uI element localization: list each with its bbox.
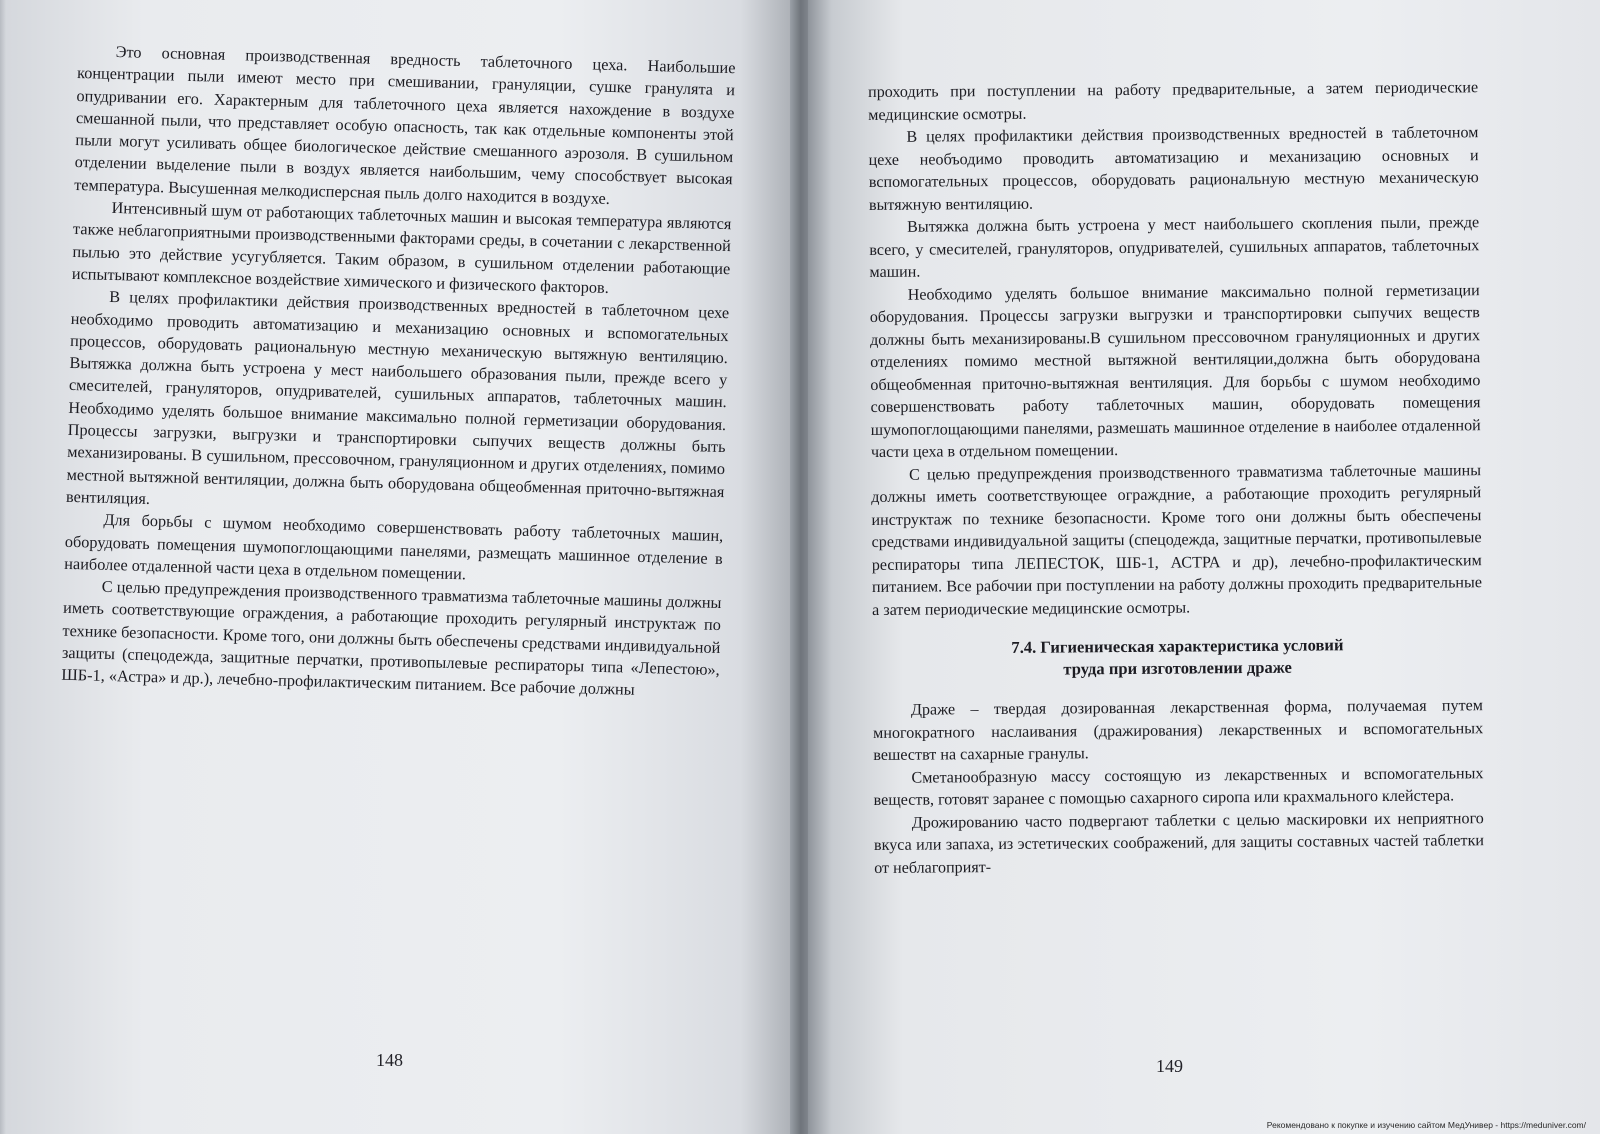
paragraph: Это основная производственная вредность таблеточного цеха. Наибольшие концентрации пыли имеют место при смешивании, грануляции, сушке гранулята и опудривании его. Характерным для таблеточного цеха является нахождение в воздухе смешанной пыли, что представляет особую опасность, так как отдельные компоненты этой пыли могут усиливать общее биологическое действие смешанного аэрозоля. В сушильном отделении выделение пыли в воздух является наибольшим, чему способствует высокая температура. Высушенная мелкодисперсная пыль долго находится в воздухе. — [73, 41, 736, 208]
page-edge-shadow — [0, 0, 6, 1134]
page-number: 148 — [376, 1050, 403, 1070]
paragraph: В целях профилактики действия производственных вредностей в таблеточном цехе необходимо проводить автоматизацию и механизацию основных и вспомогательных процессов, оборудовать рациональную местную механическую вытяжную вентиляцию. Вытяжка должна быть устроена у мест наибольшего образования пыли, прежде всего у смесителей, грануляторов, опудривателей, сушильных аппаратов, таблеточных машин. Необходимо уделять большое внимание максимально полной герметизации оборудования. Процессы загрузки, выгрузки и транспортировки сыпучих веществ должны быть механизированы. В сушильном, прессовочном, грануляционном и других отделениях, помимо местной вытяжной вентиляции, должна быть оборудована общеобменная приточно-вытяжная вентиляция. — [65, 287, 730, 508]
paragraph: Сметанообразную массу состоящую из лекарственных и вспомогательных веществ, готовят заранее с помощью сахарного сиропа или крахмального клейстера. — [873, 764, 1484, 809]
section-heading — [872, 633, 1482, 682]
paragraph: Необходимо уделять большое внимание максимально полной герметизации оборудования. Процессы загрузки выгрузки и транспортировки сыпучих веществ должны быть механизированы.В сушильном прессовочном грануляционных и других отделениях помимо местной вытяжной вентиляции,должна быть оборудована общеобменная приточно-вытяжная вентиляция. Для борьбы с шумом необходимо совершенствовать работу таблеточных машин, оборудовать помещения шумопоглощающими панелями, размешать машинное отделение в наиболее отдаленной части цеха в отдельном помещении. — [869, 281, 1481, 461]
paragraph: С целью предупреждения производственного травматизма таблеточные машины должны иметь соответствующие ограждения, а работающие проходить регулярный инструктаж по технике безопасности. Кроме того, они должны быть обеспечены средствами индивидуальной защиты (спецодежда, защитные перчатки, противопылевые респираторы типа «Лепестою», ШБ-1, «Астра» и др.), лечебно-профилактическим питанием. Все рабочие должны — [61, 576, 722, 700]
section-heading-line: 7.4. Гигиеническая характеристика условий — [1011, 635, 1344, 657]
watermark-text: Рекомендовано к покупке и изучению сайтом МедУнивер - https://meduniver.com/ — [1266, 1120, 1586, 1130]
paragraph: Для борьбы с шумом необходимо совершенствовать работу таблеточных машин, оборудовать помещения шумопоглощающими панелями, размещать машинное отделение в наиболее отдаленной части цеха в отдельном помещении. — [64, 510, 724, 584]
right-page-text — [868, 77, 1484, 880]
left-page-text — [61, 40, 736, 704]
left-page — [0, 0, 796, 1134]
paragraph: С целью предупреждения производственного травматизма таблеточные машины должны иметь соответствующее ограждние, а работающие проходить регулярный инструктаж по технике безопасности. Кроме того они должны быть обеспечены средствами индивидуальной защиты (спецодежда, защитные перчатки, противопылевые респираторы типа ЛЕПЕСТОК, ШБ-1, АСТРА и др), лечебно-профилактическим питанием. Все рабочии при поступлении на работу должны проходить предварительные а затем периодические медицинские осмотры. — [871, 461, 1483, 619]
section-heading-line: труда при изготовлении драже — [1063, 657, 1292, 679]
paragraph: Интенсивный шум от работающих таблеточных машин и высокая температура являются также неблагоприятными производственными факторами среды, в сочетании с лекарственной пылью это действие усугубляется. Таким образом, в сушильном отделении работающие испытывают комплексное воздействие химического и физического факторов. — [71, 198, 732, 297]
page-number: 149 — [1156, 1056, 1183, 1076]
right-page — [808, 0, 1600, 1134]
paragraph: Драже – твердая дозированная лекарственная форма, получаемая путем многократного наслаивания (дражирования) лекарственных и вспомогательных вешествт на сахарные гранулы. — [873, 697, 1484, 764]
paragraph: проходить при поступлении на работу предварительные, а затем периодические медицинские осмотры. — [868, 79, 1479, 124]
paragraph: Дрожированию часто подвергают таблетки с целью маскировки их неприятного вкуса или запаха, из эстетических соображений, для защиты составных частей таблетки от неблагоприят- — [873, 809, 1485, 877]
paragraph: Вытяжка должна быть устроена у мест наибольшего скопления пыли, прежде всего, у смесителей, грануляторов, опудривателей, сушильных аппаратов, таблеточных машин. — [869, 214, 1480, 281]
paragraph: В целях профилактики действия производственных вредностей в таблеточном цехе необъодимо проводить автоматизацию и механизацию основных и вспомогательных процессов, оборудовать рациональную местную механическую вытяжную вентиляцию. — [868, 124, 1479, 214]
